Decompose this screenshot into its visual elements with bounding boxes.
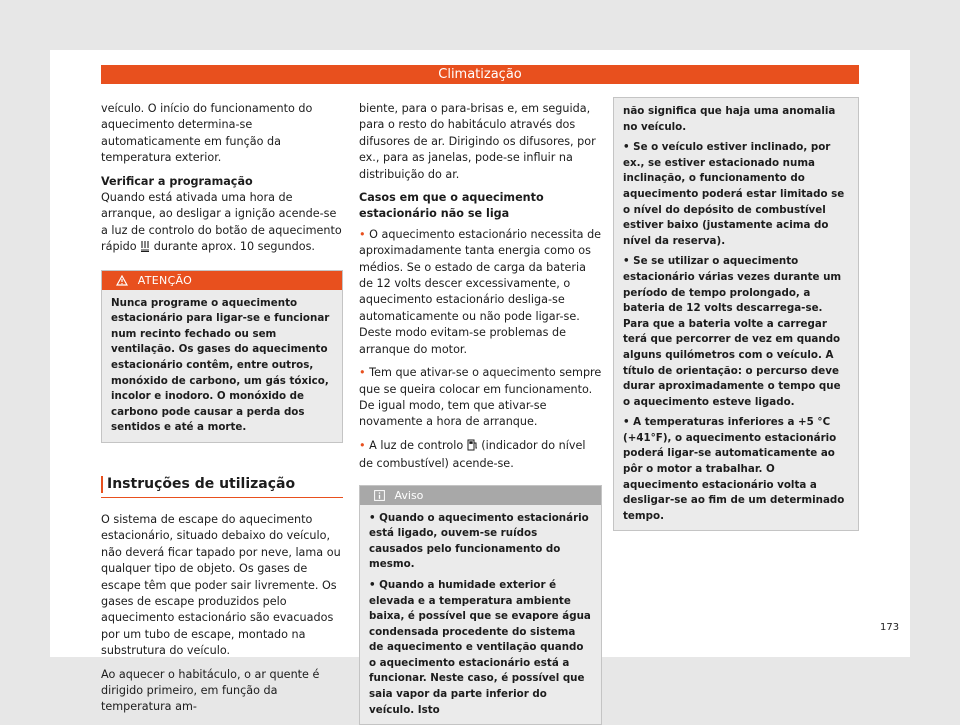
warning-body: Nunca programe o aquecimento estacionário para ligar-se e funcionar num recinto fechado ou sem ventilação. Os gases do aquecimento estacionário contêm, entre outros, monóxido de carbono, um gás tóxico, incolor e inodoro. O monóxido de carbono pode causar a perda dos sentidos e até a morte. xyxy=(111,296,330,434)
paragraph: biente, para o para-brisas e, em seguida, para o resto do habitáculo através dos difusores de ar. Dirigindo os difusores, por ex., para as janelas, pode-se influir na distribuição do ar. xyxy=(359,102,596,181)
bullet: • xyxy=(359,366,366,380)
info-icon xyxy=(374,488,385,507)
note-box xyxy=(359,485,602,725)
column-left xyxy=(101,101,343,723)
warning-header xyxy=(102,271,342,290)
note-title: Aviso xyxy=(394,488,424,502)
subheading-check-programming: Verificar a programação xyxy=(101,174,253,188)
rapid-heating-icon xyxy=(140,240,150,257)
note-item: • Quando o aquecimento estacionário está ligado, ouvem-se ruídos causados pelo funcionamento do mesmo. xyxy=(369,511,589,571)
paragraph: O sistema de escape do aquecimento estacionário, situado debaixo do veículo, não deverá ficar tapado por neve, lama ou qualquer tipo de objeto. Os gases de escape têm que poder sair livremente. Os gases de escape produzidos pelo aquecimento estacionário são evacuados por um tubo de escape, montado na substrutura do veículo. xyxy=(101,513,341,658)
list-item: • Tem que ativar-se o aquecimento sempre que se queira colocar em funcionamento. De igual modo, tem que ativar-se novamente a hora de arranque. xyxy=(359,366,602,429)
column-middle xyxy=(359,101,602,725)
fuel-pump-icon xyxy=(467,439,478,456)
warning-title: ATENÇÃO xyxy=(137,273,193,287)
note-header xyxy=(360,486,601,505)
note-body xyxy=(360,505,601,725)
chapter-header xyxy=(101,65,859,84)
note-item: • Quando a humidade exterior é elevada e a temperatura ambiente baixa, é possível que se evapore água condensada procedente do sistema de aquecimento e ventilação quando o aquecimento estacionário está a funcionar. Neste caso, é possível que saia vapor da parte inferior do veículo. Isto xyxy=(369,578,591,716)
note-body-continued xyxy=(614,98,858,530)
list-item: • A luz de controlo (indicador do nível de combustível) acende-se. xyxy=(359,438,586,471)
paragraph: Ao aquecer o habitáculo, o ar quente é dirigido primeiro, em função da temperatura am- xyxy=(101,667,320,714)
paragraph: Quando está ativada uma hora de arranque, ao desligar a ignição acende-se a luz de controlo do botão de aquecimento rápido durante aprox. 10 segundos. xyxy=(101,190,343,258)
warning-box xyxy=(101,270,343,443)
note-item: • A temperaturas inferiores a +5 °C (+41°F), o aquecimento estacionário poderá ligar-se automaticamente ao pôr o motor a trabalhar. O aquecimento estacionário volta a desligar-se ao fim de um determinado tempo. xyxy=(623,416,845,522)
note-item: • Se se utilizar o aquecimento estacionário várias vezes durante um período de tempo prolongado, a bateria de 12 volts descarrega-se. Para que a bateria volte a carregar terá que percorrer de vez em quando alguns quilómetros com o veículo. A título de orientação: o percurso deve durar aproximadamente o tempo que o aquecimento esteve ligado. xyxy=(623,255,842,408)
bullet: • xyxy=(359,227,366,241)
warning-triangle-icon xyxy=(116,273,128,292)
paragraph: veículo. O início do funcionamento do aquecimento determina-se automaticamente em função da temperatura exterior. xyxy=(101,102,313,165)
subheading-not-starting: Casos em que o aquecimento estacionário não se liga xyxy=(359,191,544,221)
bullet: • xyxy=(359,438,366,452)
page-number: 173 xyxy=(880,622,900,633)
chapter-title: Climatização xyxy=(438,67,522,82)
section-marker xyxy=(101,476,103,493)
column-right xyxy=(613,97,859,531)
note-item: • Se o veículo estiver inclinado, por ex., se estiver estacionado numa inclinação, o funcionamento do aquecimento poderá estar limitado se o nível do depósito de combustível estiver baixo (justamente acima do nível da reserva). xyxy=(623,141,845,247)
note-box-continued xyxy=(613,97,859,531)
section-title: Instruções de utilização xyxy=(101,475,343,498)
note-item: não significa que haja uma anomalia no veículo. xyxy=(623,105,836,133)
list-item: • O aquecimento estacionário necessita de aproximadamente tanta energia como os médios. Se o estado de carga da bateria de 12 volts descer excessivamente, o aquecimento estacionário desliga-se automaticamente ou não pode ligar-se. Deste modo evitam-se problemas de arranque do motor. xyxy=(359,227,602,356)
